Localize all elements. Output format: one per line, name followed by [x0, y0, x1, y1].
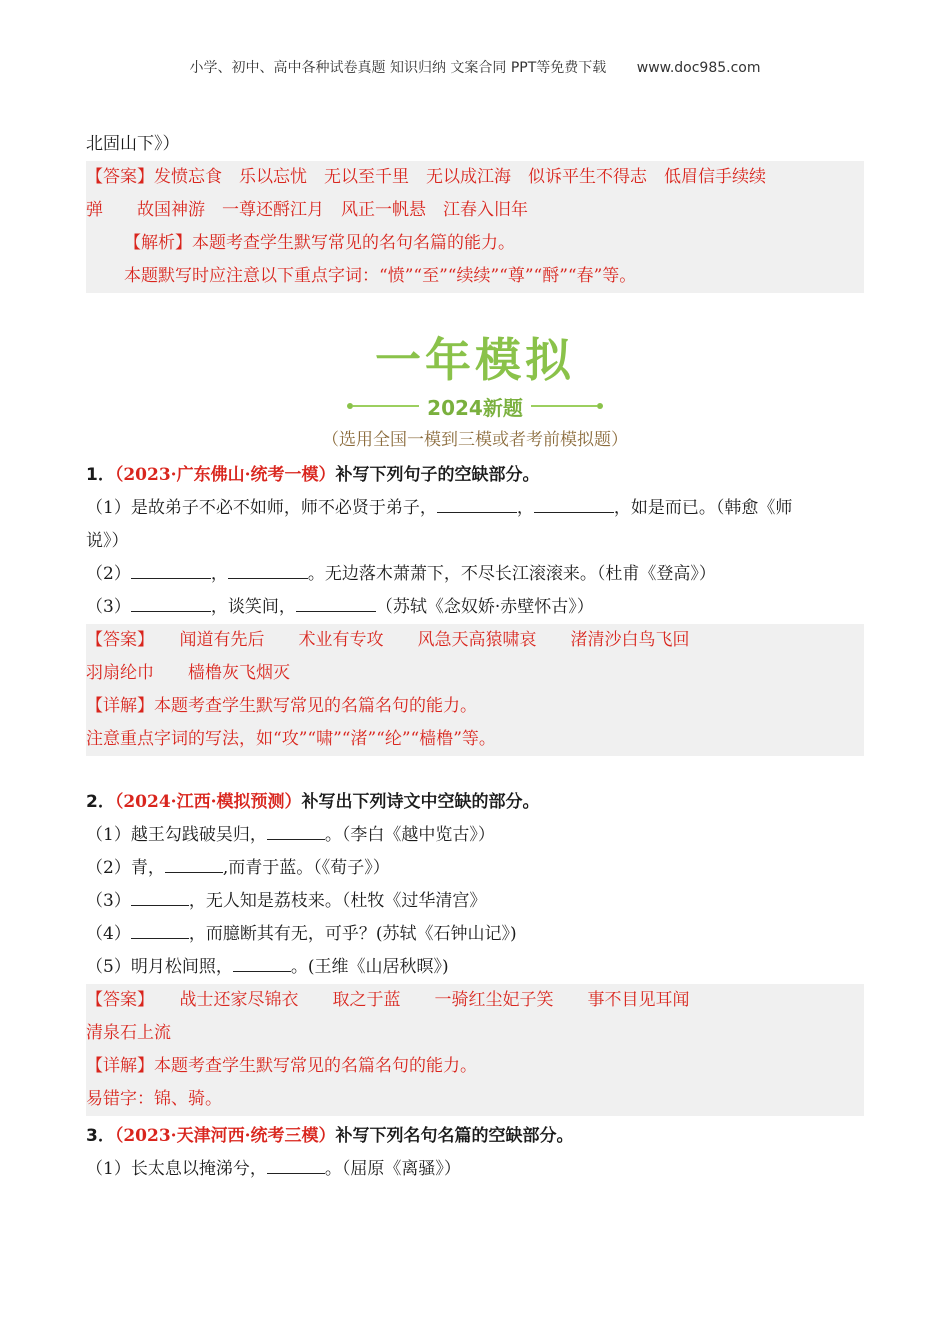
left-rule — [353, 405, 419, 407]
q2-item-4 — [86, 918, 864, 951]
q1-detail: 【详解】本题考查学生默写常见的名篇名句的能力。 — [86, 696, 477, 716]
banner-note: （选用全国一模到三模或者考前模拟题） — [322, 430, 628, 450]
q2-item-4-text-a: （4） — [86, 924, 131, 944]
answer-blank[interactable] — [233, 951, 291, 972]
q1-note: 注意重点字词的写法，如“攻”“啸”“渚”“纶”“樯橹”等。 — [86, 729, 496, 749]
q3-item-1-text-a: （1）长太息以掩涕兮， — [86, 1159, 267, 1179]
answer-blank[interactable] — [131, 918, 189, 939]
question-3-title — [86, 1120, 864, 1153]
q2-item-1-text-b: 。（李白《越中览古》） — [324, 825, 495, 845]
q3-item-1 — [86, 1153, 864, 1186]
right-dot-icon — [597, 403, 603, 409]
answer-blank[interactable] — [534, 492, 614, 513]
banner-subtitle: 2024新题 — [427, 395, 523, 420]
q1-answer-line1: 【答案】 闻道有先后 术业有专攻 风急天高猿啸哀 渚清沙白鸟飞回 — [86, 630, 690, 650]
q3-item-1-text-b: 。（屈原《离骚》） — [324, 1159, 461, 1179]
prev-answer-line1: 【答案】发愤忘食 乐以忘忧 无以至千里 无以成江海 似诉平生不得志 低眉信手续续 — [86, 167, 766, 187]
q2-note: 易错字：锦、骑。 — [86, 1089, 222, 1109]
question-number: 1． — [86, 465, 115, 485]
q2-item-4-text-b: ，而臆断其有无，可乎？(苏轼《石钟山记》) — [188, 924, 517, 944]
page-header — [0, 57, 950, 77]
q2-item-5-text-b: 。(王维《山居秋暝》) — [290, 957, 449, 977]
q1-item-3-text-c: （苏轼《念奴娇·赤壁怀古》） — [375, 597, 594, 617]
q2-item-3-text-b: ，无人知是荔枝来。（杜牧《过华清宫》 — [188, 891, 487, 911]
q1-item-3-text-b: ，谈笑间， — [210, 597, 296, 617]
document-body — [86, 128, 864, 1186]
question-number: 2． — [86, 792, 115, 812]
banner-subtitle-row — [86, 391, 864, 421]
q2-item-1-text-a: （1）越王勾践破吴归， — [86, 825, 267, 845]
q1-item-1-text-c: ，如是而已。（韩愈《师 — [613, 498, 793, 518]
q2-item-5 — [86, 951, 864, 984]
answer-blank[interactable] — [131, 591, 211, 612]
q2-detail: 【详解】本题考查学生默写常见的名篇名句的能力。 — [86, 1056, 477, 1076]
prev-question-tail: 北固山下》） — [86, 134, 180, 154]
question-source: （2023·广东佛山·统考一模） — [114, 465, 336, 485]
question-source: （2024·江西·模拟预测） — [114, 792, 302, 812]
q1-item-3 — [86, 591, 864, 624]
question-prompt: 补写下列名句名篇的空缺部分。 — [335, 1126, 574, 1146]
q1-item-1-text-b: ， — [516, 498, 534, 518]
q1-item-1-text-a: （1）是故弟子不必不如师，师不必贤于弟子， — [86, 498, 437, 518]
answer-blank[interactable] — [437, 492, 517, 513]
q2-answer-line2: 清泉石上流 — [86, 1023, 171, 1043]
q1-item-2-text-b: ， — [210, 564, 228, 584]
section-banner — [86, 333, 864, 455]
q1-answer-line2: 羽扇纶巾 樯橹灰飞烟灭 — [86, 663, 290, 683]
q1-item-1-cont: 说》） — [86, 531, 129, 551]
q2-item-2-text-a: （2）青， — [86, 858, 165, 878]
answer-blank[interactable] — [267, 1153, 325, 1174]
question-prompt: 补写出下列诗文中空缺的部分。 — [301, 792, 540, 812]
question-1-title — [86, 459, 864, 492]
question-source: （2023·天津河西·统考三模） — [114, 1126, 336, 1146]
q1-item-1 — [86, 492, 864, 525]
q2-item-5-text-a: （5）明月松间照， — [86, 957, 233, 977]
q1-item-2 — [86, 558, 864, 591]
question-number: 3． — [86, 1126, 115, 1146]
q2-item-2 — [86, 852, 864, 885]
spacer — [86, 756, 864, 782]
header-site-link[interactable]: www.doc985.com — [636, 60, 761, 76]
prev-answer-line2: 弹 故国神游 一尊还酹江月 风正一帆悬 江春入旧年 — [86, 200, 528, 220]
q1-item-2-text-a: （2） — [86, 564, 131, 584]
prev-answer-block — [86, 161, 864, 293]
q2-item-3-text-a: （3） — [86, 891, 131, 911]
q1-answer-block — [86, 624, 864, 756]
answer-blank[interactable] — [131, 558, 211, 579]
prev-analysis: 【解析】本题考查学生默写常见的名句名篇的能力。 — [124, 233, 515, 253]
header-text: 小学、初中、高中各种试卷真题 知识归纳 文案合同 PPT等免费下载 — [189, 60, 607, 76]
q2-answer-block — [86, 984, 864, 1116]
question-2-title — [86, 786, 864, 819]
q1-item-3-text-a: （3） — [86, 597, 131, 617]
q2-item-2-text-b: ,而青于蓝。（《荀子》） — [222, 858, 390, 878]
answer-blank[interactable] — [165, 852, 223, 873]
q2-answer-line1: 【答案】 战士还家尽锦衣 取之于蓝 一骑红尘妃子笑 事不目见耳闻 — [86, 990, 690, 1010]
q1-item-2-text-c: 。无边落木萧萧下，不尽长江滚滚来。（杜甫《登高》） — [307, 564, 716, 584]
banner-title: 一年模拟 — [375, 333, 575, 387]
answer-blank[interactable] — [131, 885, 189, 906]
prev-note: 本题默写时应注意以下重点字词：“愤”“至”“续续”“尊”“酹”“春”等。 — [124, 266, 637, 286]
right-rule — [531, 405, 597, 407]
answer-blank[interactable] — [267, 819, 325, 840]
answer-blank[interactable] — [228, 558, 308, 579]
q2-item-1 — [86, 819, 864, 852]
question-prompt: 补写下列句子的空缺部分。 — [335, 465, 540, 485]
answer-blank[interactable] — [296, 591, 376, 612]
q2-item-3 — [86, 885, 864, 918]
